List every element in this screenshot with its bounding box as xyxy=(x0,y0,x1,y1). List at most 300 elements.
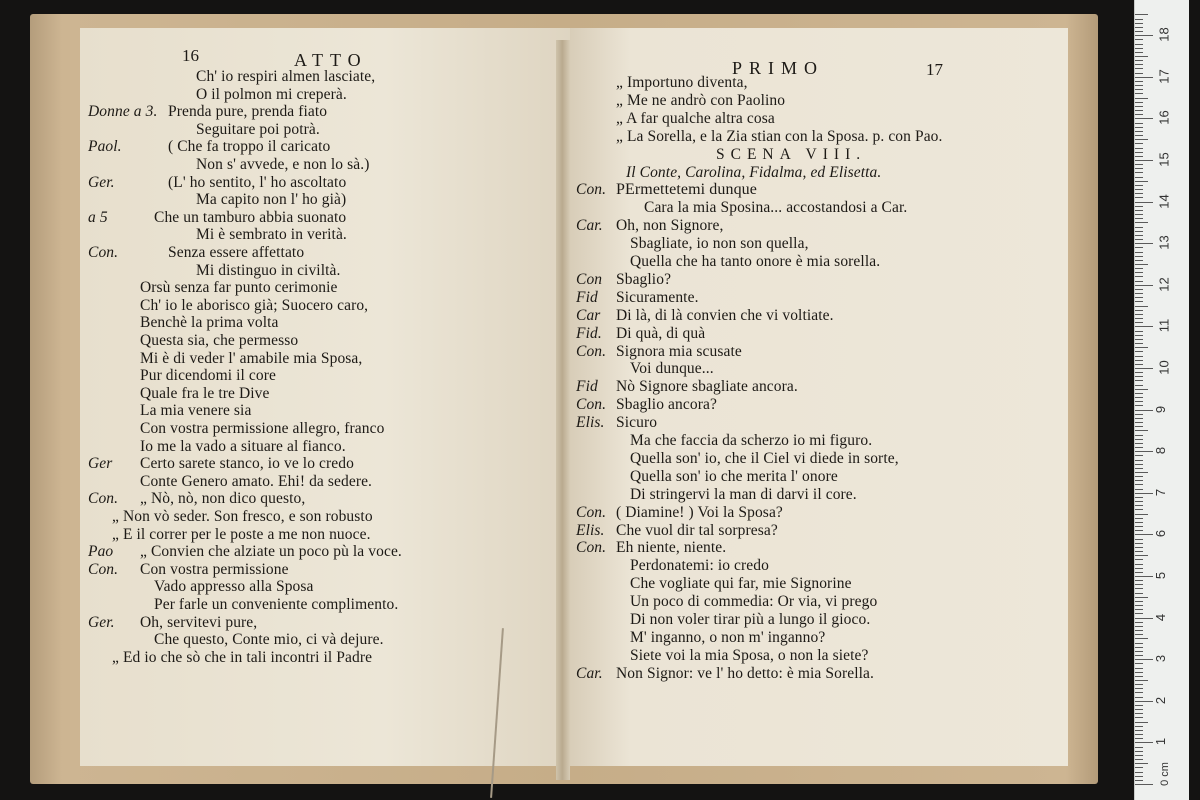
text-line xyxy=(576,307,834,325)
ruler-tick xyxy=(1135,464,1143,465)
verse-text: Di stringervi la man di darvi il core. xyxy=(630,485,857,503)
verse-text: Senza essere affettato xyxy=(168,244,305,261)
text-line xyxy=(88,68,375,86)
verse-text: „ Non vò seder. Son fresco, e son robusto xyxy=(112,508,373,525)
ruler-tick xyxy=(1135,222,1148,223)
verse-text: ( Diamine! ) Voi la Sposa? xyxy=(616,503,783,521)
ruler-tick xyxy=(1135,526,1143,527)
ruler-tick xyxy=(1135,118,1153,119)
ruler-tick xyxy=(1135,193,1143,194)
verse-text: Sbaglio ancora? xyxy=(616,396,717,414)
verse-text: Oh, non Signore, xyxy=(616,217,724,235)
ruler-tick xyxy=(1135,252,1143,253)
ruler-tick xyxy=(1135,605,1143,606)
ruler-tick xyxy=(1135,772,1143,773)
ruler-tick xyxy=(1135,372,1143,373)
verse-text: Quella che ha tanto onore è mia sorella. xyxy=(630,253,881,270)
ruler-tick xyxy=(1135,339,1143,340)
verse-text: Voi dunque... xyxy=(630,360,714,378)
ruler-tick xyxy=(1135,418,1143,419)
ruler-tick xyxy=(1135,376,1143,377)
verse-text: La mia venere sia xyxy=(140,402,252,420)
ruler-tick xyxy=(1135,439,1143,440)
ruler-tick xyxy=(1135,401,1143,402)
speaker-label: Pao xyxy=(88,543,114,561)
ruler-tick xyxy=(1135,443,1143,444)
ruler-tick xyxy=(1135,584,1143,585)
speaker-label: Con xyxy=(576,270,603,288)
text-line xyxy=(88,614,257,632)
speaker-label: Elis. xyxy=(576,521,605,539)
ruler-tick xyxy=(1135,734,1143,735)
ruler-tick xyxy=(1135,551,1143,552)
verse-text: Quale fra le tre Dive xyxy=(140,384,270,402)
text-line xyxy=(88,103,327,121)
verse-text: Il Conte, Carolina, Fidalma, ed Elisetta. xyxy=(626,163,882,181)
verse-text: Con vostra permissione allegro, franco xyxy=(140,420,385,437)
ruler-tick xyxy=(1135,414,1143,415)
text-line xyxy=(576,181,757,199)
ruler-tick xyxy=(1135,293,1143,294)
ruler-tick xyxy=(1135,202,1153,203)
ruler-tick xyxy=(1135,430,1148,431)
ruler-tick xyxy=(1135,35,1153,36)
ruler-tick xyxy=(1135,14,1148,15)
ruler-tick xyxy=(1135,742,1153,743)
ruler-tick xyxy=(1135,347,1148,348)
ruler-tick xyxy=(1135,48,1143,49)
ruler-tick xyxy=(1135,530,1143,531)
ruler-tick xyxy=(1135,493,1153,494)
text-line xyxy=(88,86,347,104)
ruler-tick xyxy=(1135,310,1143,311)
ruler-tick xyxy=(1135,218,1143,219)
ruler-tick xyxy=(1135,23,1143,24)
ruler-tick xyxy=(1135,177,1143,178)
ruler-tick xyxy=(1135,709,1143,710)
ruler-tick xyxy=(1135,717,1143,718)
verse-text: Per farle un conveniente complimento. xyxy=(154,596,399,613)
ruler-tick xyxy=(1135,784,1153,785)
text-line xyxy=(576,217,724,235)
ruler-number: 5 xyxy=(1153,571,1169,580)
text-line xyxy=(576,325,705,343)
ruler-tick xyxy=(1135,73,1143,74)
text-line xyxy=(88,262,340,280)
verse-text: „ E il correr per le poste a me non nuoce. xyxy=(112,525,371,543)
ruler-tick xyxy=(1135,276,1143,277)
speaker-label: a 5 xyxy=(88,208,108,226)
speaker-label: Donne a 3. xyxy=(88,103,158,121)
ruler-tick xyxy=(1135,601,1143,602)
ruler-tick xyxy=(1135,655,1143,656)
verse-text: Certo sarete stanco, io ve lo credo xyxy=(140,455,354,473)
ruler-tick xyxy=(1135,659,1153,660)
text-line xyxy=(576,92,785,110)
text-line xyxy=(88,209,346,227)
ruler-tick xyxy=(1135,227,1143,228)
ruler-tick xyxy=(1135,131,1143,132)
ruler-tick xyxy=(1135,172,1143,173)
ruler-tick xyxy=(1135,697,1143,698)
ruler-tick xyxy=(1135,472,1148,473)
ruler-tick xyxy=(1135,747,1143,748)
ruler-tick xyxy=(1135,68,1143,69)
ruler-tick xyxy=(1135,322,1143,323)
verse-text: O il polmon mi creperà. xyxy=(196,85,347,103)
ruler-number: 16 xyxy=(1156,110,1172,126)
speaker-label: Con. xyxy=(576,181,607,199)
verse-text: ( Che fa troppo il caricato xyxy=(168,138,331,156)
ruler-tick xyxy=(1135,518,1143,519)
page-number-left: 16 xyxy=(182,46,199,65)
ruler-tick xyxy=(1135,364,1143,365)
ruler-number: 14 xyxy=(1156,193,1172,209)
text-line xyxy=(88,649,372,667)
right-page xyxy=(570,28,1068,766)
ruler-tick xyxy=(1135,235,1143,236)
ruler-tick xyxy=(1135,539,1143,540)
ruler-tick xyxy=(1135,98,1148,99)
ruler-tick xyxy=(1135,110,1143,111)
text-line xyxy=(576,665,874,683)
ruler-tick xyxy=(1135,684,1143,685)
verse-text: Che vuol dir tal sorpresa? xyxy=(616,521,778,539)
ruler-tick xyxy=(1135,576,1153,577)
text-line xyxy=(576,289,699,307)
ruler-tick xyxy=(1135,547,1143,548)
ruler-tick xyxy=(1135,343,1143,344)
ruler-tick xyxy=(1135,780,1143,781)
verse-text: Nò Signore sbagliate ancora. xyxy=(616,378,798,396)
verse-text: Di quà, di quà xyxy=(616,324,706,342)
text-line xyxy=(716,146,866,164)
ruler-tick xyxy=(1135,351,1143,352)
ruler-tick xyxy=(1135,260,1143,261)
text-line xyxy=(576,450,899,468)
verse-text: „ Ed io che sò che in tali incontri il Padre xyxy=(112,648,373,666)
verse-text: Pur dicendomi il core xyxy=(140,367,276,385)
measuring-ruler xyxy=(1134,0,1189,800)
ruler-tick xyxy=(1135,397,1143,398)
ruler-unit-label: 0 cm xyxy=(1158,762,1171,786)
verse-text: Benchè la prima volta xyxy=(140,314,279,332)
left-page xyxy=(80,28,588,766)
verse-text: Di non voler tirar più a lungo il gioco. xyxy=(630,611,871,628)
text-line xyxy=(576,414,657,432)
ruler-tick xyxy=(1135,185,1143,186)
ruler-tick xyxy=(1135,701,1153,702)
ruler-tick xyxy=(1135,77,1153,78)
verse-text: Seguitare poi potrà. xyxy=(196,120,320,138)
verse-text: Sicuramente. xyxy=(616,288,699,306)
verse-text: SCENA VIII. xyxy=(716,145,867,163)
text-line xyxy=(88,631,384,649)
speaker-label: Ger. xyxy=(88,613,115,631)
verse-text: Ma capito non l' ho già) xyxy=(196,191,347,209)
verse-text: Siete voi la mia Sposa, o non la siete? xyxy=(630,646,869,664)
ruler-tick xyxy=(1135,643,1143,644)
text-line xyxy=(88,490,305,508)
speaker-label: Con. xyxy=(576,342,607,360)
ruler-tick xyxy=(1135,197,1143,198)
ruler-tick xyxy=(1135,301,1143,302)
text-line xyxy=(88,367,276,385)
verse-text: Oh, servitevi pure, xyxy=(140,613,258,631)
text-line xyxy=(576,110,775,128)
ruler-tick xyxy=(1135,206,1143,207)
text-line xyxy=(88,297,368,315)
text-line xyxy=(88,191,346,209)
ruler-tick xyxy=(1135,335,1143,336)
ruler-tick xyxy=(1135,638,1148,639)
text-line xyxy=(88,438,346,456)
verse-text: Di là, di là convien che vi voltiate. xyxy=(616,306,834,324)
verse-text: „ A far qualche altra cosa xyxy=(616,109,775,127)
verse-text: „ Me ne andrò con Paolino xyxy=(616,91,786,109)
ruler-tick xyxy=(1135,135,1143,136)
verse-text: Mi è sembrato in verità. xyxy=(196,226,347,244)
ruler-tick xyxy=(1135,426,1143,427)
ruler-tick xyxy=(1135,568,1143,569)
speaker-label: Fid xyxy=(576,378,598,396)
text-line xyxy=(88,420,384,438)
speaker-label: Fid xyxy=(576,288,598,306)
verse-text: Questa sia, che permesso xyxy=(140,332,299,349)
speaker-label: Elis. xyxy=(576,414,605,432)
ruler-tick xyxy=(1135,385,1143,386)
ruler-tick xyxy=(1135,81,1143,82)
ruler-tick xyxy=(1135,39,1143,40)
ruler-tick xyxy=(1135,555,1148,556)
text-line xyxy=(576,396,717,414)
ruler-tick xyxy=(1135,622,1143,623)
verse-text: Quella son' io che merita l' onore xyxy=(630,467,838,485)
ruler-tick xyxy=(1135,239,1143,240)
verse-text: Un poco di commedia: Or via, vi prego xyxy=(630,593,878,611)
verse-text: „ Convien che alziate un poco pù la voce. xyxy=(140,543,402,561)
ruler-tick xyxy=(1135,476,1143,477)
ruler-tick xyxy=(1135,738,1143,739)
ruler-tick xyxy=(1135,44,1143,45)
verse-text: (L' ho sentito, l' ho ascoltato xyxy=(168,173,347,191)
text-line xyxy=(576,253,880,271)
ruler-tick xyxy=(1135,52,1143,53)
text-line xyxy=(88,596,398,614)
ruler-tick xyxy=(1135,152,1143,153)
text-line xyxy=(88,244,304,262)
ruler-tick xyxy=(1135,509,1143,510)
text-line xyxy=(576,647,869,665)
verse-text: Perdonatemi: io credo xyxy=(630,557,769,575)
verse-text: M' inganno, o non m' inganno? xyxy=(630,628,826,646)
ruler-tick xyxy=(1135,705,1143,706)
ruler-tick xyxy=(1135,164,1143,165)
ruler-tick xyxy=(1135,27,1143,28)
text-line xyxy=(576,504,783,522)
ruler-tick xyxy=(1135,264,1148,265)
ruler-tick xyxy=(1135,713,1143,714)
ruler-tick xyxy=(1135,114,1143,115)
text-line xyxy=(576,271,671,289)
ruler-tick xyxy=(1135,776,1143,777)
verse-text: Sicuro xyxy=(616,414,658,432)
ruler-tick xyxy=(1135,331,1143,332)
verse-text: Mi distinguo in civiltà. xyxy=(196,261,341,279)
ruler-number: 1 xyxy=(1153,738,1169,746)
verse-text: Che un tamburo abbia suonato xyxy=(154,208,347,226)
ruler-tick xyxy=(1135,64,1143,65)
verse-text: Orsù senza far punto cerimonie xyxy=(140,279,338,297)
speaker-label: Car. xyxy=(576,664,603,682)
ruler-tick xyxy=(1135,726,1143,727)
ruler-tick xyxy=(1135,289,1143,290)
verse-text: Cara la mia Sposina... accostandosi a Car. xyxy=(644,199,908,217)
ruler-tick xyxy=(1135,663,1143,664)
ruler-tick xyxy=(1135,597,1148,598)
ruler-number: 8 xyxy=(1153,447,1169,455)
ruler-number: 6 xyxy=(1153,530,1169,538)
text-line xyxy=(88,473,372,491)
ruler-tick xyxy=(1135,85,1143,86)
verse-text: Signora mia scusate xyxy=(616,342,742,360)
verse-text: Che vogliate qui far, mie Signorine xyxy=(630,575,852,593)
ruler-tick xyxy=(1135,514,1148,515)
verse-text: Sbagliate, io non son quella, xyxy=(630,235,809,253)
ruler-tick xyxy=(1135,243,1153,244)
ruler-tick xyxy=(1135,102,1143,103)
ruler-tick xyxy=(1135,123,1143,124)
verse-text: Mi è di veder l' amabile mia Sposa, xyxy=(140,349,363,367)
text-line xyxy=(88,314,279,332)
text-line xyxy=(576,360,714,378)
ruler-tick xyxy=(1135,580,1143,581)
ruler-tick xyxy=(1135,451,1153,452)
ruler-tick xyxy=(1135,306,1148,307)
speaker-label: Con. xyxy=(88,560,119,578)
speaker-label: Con. xyxy=(88,244,119,261)
ruler-tick xyxy=(1135,285,1153,286)
verse-text: Ma che faccia da scherzo io mi figuro. xyxy=(630,432,873,449)
speaker-label: Con. xyxy=(576,539,607,557)
ruler-tick xyxy=(1135,326,1153,327)
ruler-tick xyxy=(1135,447,1143,448)
ruler-tick xyxy=(1135,19,1143,20)
verse-text: Quella son' io, che il Ciel vi diede in sorte, xyxy=(630,449,899,467)
speaker-label: Car. xyxy=(576,217,603,235)
ruler-tick xyxy=(1135,630,1143,631)
ruler-number: 2 xyxy=(1153,696,1169,704)
text-line xyxy=(88,121,320,139)
ruler-tick xyxy=(1135,268,1143,269)
text-line xyxy=(576,235,809,253)
ruler-tick xyxy=(1135,389,1148,390)
ruler-tick xyxy=(1135,214,1143,215)
ruler-tick xyxy=(1135,572,1143,573)
ruler-tick xyxy=(1135,543,1143,544)
ruler-tick xyxy=(1135,647,1143,648)
ruler-tick xyxy=(1135,588,1143,589)
ruler-tick xyxy=(1135,626,1143,627)
book-gutter xyxy=(556,40,570,780)
text-line xyxy=(88,455,354,473)
speaker-label: Fid. xyxy=(576,324,602,342)
text-line xyxy=(88,138,330,156)
ruler-tick xyxy=(1135,672,1143,673)
ruler-tick xyxy=(1135,393,1143,394)
verse-text: Ch' io le aborisco già; Suocero caro, xyxy=(140,296,369,314)
ruler-tick xyxy=(1135,314,1143,315)
ruler-tick xyxy=(1135,497,1143,498)
text-line xyxy=(88,279,338,297)
ruler-tick xyxy=(1135,618,1153,619)
verse-text: Conte Genero amato. Ehi! da sedere. xyxy=(140,472,373,490)
speaker-label: Ger. xyxy=(88,173,115,191)
text-line xyxy=(576,343,742,361)
text-line xyxy=(576,557,769,575)
ruler-tick xyxy=(1135,480,1143,481)
text-line xyxy=(88,385,269,403)
ruler-tick xyxy=(1135,127,1143,128)
ruler-tick xyxy=(1135,455,1143,456)
ruler-number: 18 xyxy=(1156,27,1172,42)
ruler-number: 10 xyxy=(1156,360,1172,375)
text-line xyxy=(576,199,907,217)
ruler-number: 9 xyxy=(1153,405,1169,413)
text-line xyxy=(576,522,778,540)
text-line xyxy=(576,611,870,629)
speaker-label: Paol. xyxy=(88,138,122,156)
ruler-tick xyxy=(1135,405,1143,406)
text-line xyxy=(88,561,289,579)
text-line xyxy=(626,164,881,182)
ruler-tick xyxy=(1135,564,1143,565)
ruler-number: 11 xyxy=(1156,319,1172,333)
verse-text: Non s' avvede, e non lo sà.) xyxy=(196,156,370,173)
text-line xyxy=(88,508,373,526)
ruler-tick xyxy=(1135,143,1143,144)
ruler-tick xyxy=(1135,60,1143,61)
verse-text: PErmettetemi dunque xyxy=(616,181,757,199)
ruler-tick xyxy=(1135,676,1143,677)
ruler-tick xyxy=(1135,189,1143,190)
ruler-tick xyxy=(1135,755,1143,756)
ruler-tick xyxy=(1135,501,1143,502)
text-line xyxy=(576,468,838,486)
ruler-tick xyxy=(1135,247,1143,248)
text-line xyxy=(576,629,825,647)
ruler-tick xyxy=(1135,688,1143,689)
verse-text: Io me la vado a situare al fianco. xyxy=(140,437,346,455)
verse-text: „ La Sorella, e la Zia stian con la Sposa. p. con Pao. xyxy=(616,127,943,145)
text-line xyxy=(576,575,852,593)
running-head-left: ATTO xyxy=(294,50,368,70)
ruler-tick xyxy=(1135,680,1148,681)
ruler-tick xyxy=(1135,281,1143,282)
ruler-tick xyxy=(1135,168,1143,169)
ruler-tick xyxy=(1135,489,1143,490)
ruler-number: 3 xyxy=(1153,655,1169,663)
text-line xyxy=(88,402,251,420)
ruler-number: 12 xyxy=(1156,277,1172,292)
ruler-tick xyxy=(1135,767,1143,768)
ruler-number: 4 xyxy=(1153,613,1169,621)
ruler-tick xyxy=(1135,272,1143,273)
ruler-tick xyxy=(1135,722,1148,723)
ruler-tick xyxy=(1135,759,1143,760)
verse-text: Vado appresso alla Sposa xyxy=(154,578,314,596)
ruler-tick xyxy=(1135,360,1143,361)
